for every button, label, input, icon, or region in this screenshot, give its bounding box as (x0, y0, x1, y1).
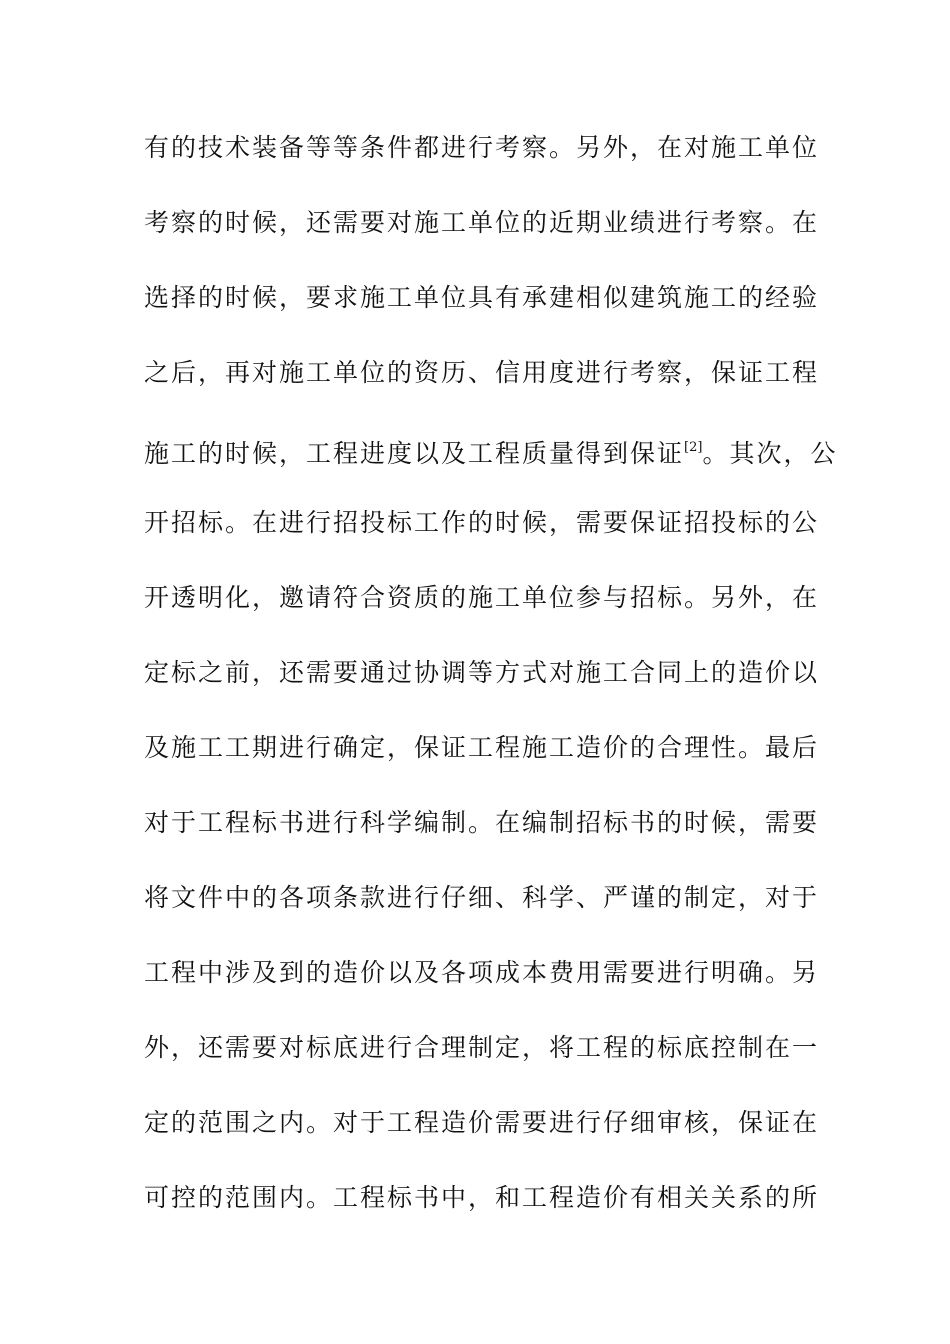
text-line-5-tail: 。其次，公 (702, 439, 838, 468)
text-line-5-main: 施工的时候，工程进度以及工程质量得到保证 (144, 439, 685, 468)
text-line-14: 定的范围之内。对于工程造价需要进行仔细审核，保证在 (144, 1108, 820, 1137)
text-line-13: 外，还需要对标底进行合理制定，将工程的标底控制在一 (144, 1033, 820, 1062)
text-line-8: 定标之前，还需要通过协调等方式对施工合同上的造价以 (144, 658, 820, 687)
text-line-11: 将文件中的各项条款进行仔细、科学、严谨的制定，对于 (144, 883, 820, 912)
citation-ref[interactable]: [2] (684, 440, 703, 455)
text-line-7: 开透明化，邀请符合资质的施工单位参与招标。另外，在 (144, 583, 820, 612)
body-text (144, 124, 838, 1249)
text-line-9: 及施工工期进行确定，保证工程施工造价的合理性。最后 (144, 733, 820, 762)
text-line-6: 开招标。在进行招投标工作的时候，需要保证招投标的公 (144, 508, 820, 537)
text-line-1: 有的技术装备等等条件都进行考察。另外，在对施工单位 (144, 133, 820, 162)
text-line-12: 工程中涉及到的造价以及各项成本费用需要进行明确。另 (144, 958, 820, 987)
text-line-3: 选择的时候，要求施工单位具有承建相似建筑施工的经验 (144, 283, 820, 312)
text-line-4: 之后，再对施工单位的资历、信用度进行考察，保证工程 (144, 358, 820, 387)
text-line-10: 对于工程标书进行科学编制。在编制招标书的时候，需要 (144, 808, 820, 837)
text-line-5 (144, 424, 838, 499)
text-line-2: 考察的时候，还需要对施工单位的近期业绩进行考察。在 (144, 208, 820, 237)
text-line-15: 可控的范围内。工程标书中，和工程造价有相关关系的所 (144, 1183, 820, 1212)
